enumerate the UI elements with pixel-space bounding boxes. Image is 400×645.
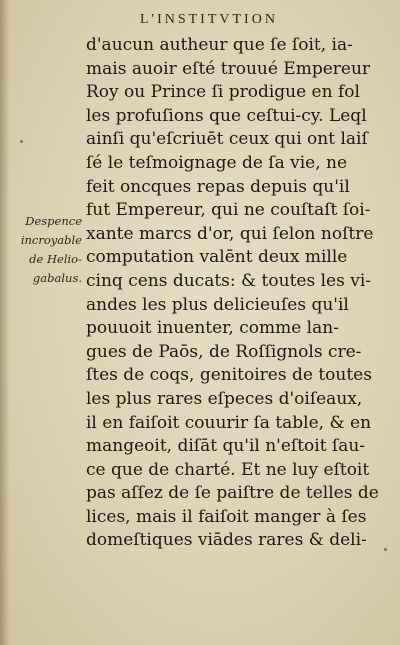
text-line: ſé le teſmoignage de ſa vie, ne: [86, 152, 348, 173]
body-text: [86, 34, 386, 553]
page-edge-shadow: [0, 0, 10, 645]
text-line: mais auoir eſté trouué Empereur: [86, 58, 371, 79]
text-line: ce que de charté. Et ne luy eſtoit: [86, 459, 370, 480]
ink-speck: [20, 140, 23, 143]
margin-note-line: incroyable: [20, 233, 82, 247]
margin-note-line: gabalus.: [32, 271, 82, 285]
text-line: d'aucun autheur que ſe ſoit, ia-: [86, 35, 353, 55]
text-line: il en faiſoit couurir ſa table, & en: [86, 412, 372, 433]
margin-note-line: Despence: [25, 214, 82, 228]
ink-speck: [384, 548, 387, 551]
text-line: fut Empereur, qui ne couſtaſt ſoi-: [86, 200, 371, 221]
text-line: computation valēnt deux mille: [86, 247, 348, 268]
text-line: mangeoit, diſāt qu'il n'eſtoit ſau-: [86, 436, 366, 457]
text-line: Roy ou Prince ſi prodigue en fol: [86, 82, 360, 103]
text-line: ainſi qu'eſcriuēt ceux qui ont laiſ: [86, 129, 368, 150]
text-line: domeſtiques viādes rares & deli-: [86, 530, 367, 551]
text-line: les plus rares eſpeces d'oiſeaux,: [86, 388, 363, 409]
margin-note: [16, 212, 86, 288]
text-line: ſtes de coqs, genitoires de toutes: [86, 365, 372, 386]
text-line: feit oncques repas depuis qu'il: [86, 176, 350, 197]
running-head: L'INSTITVTION: [140, 12, 278, 27]
text-line: cinq cens ducats: & toutes les vi-: [86, 270, 372, 291]
text-line: les profuſions que ceſtui-cy. Leql: [86, 105, 367, 126]
text-line: pouuoit inuenter, comme lan-: [86, 318, 339, 339]
text-line: lices, mais il faiſoit manger à ſes: [86, 506, 367, 527]
text-line: gues de Paōs, de Roſſignols cre-: [86, 341, 362, 362]
text-line: andes les plus delicieuſes qu'il: [86, 294, 349, 315]
text-line: pas aſſez de ſe paiſtre de telles de: [86, 483, 379, 504]
margin-note-line: de Helio-: [29, 252, 82, 266]
text-line: xante marcs d'or, qui ſelon noſtre: [86, 223, 374, 244]
